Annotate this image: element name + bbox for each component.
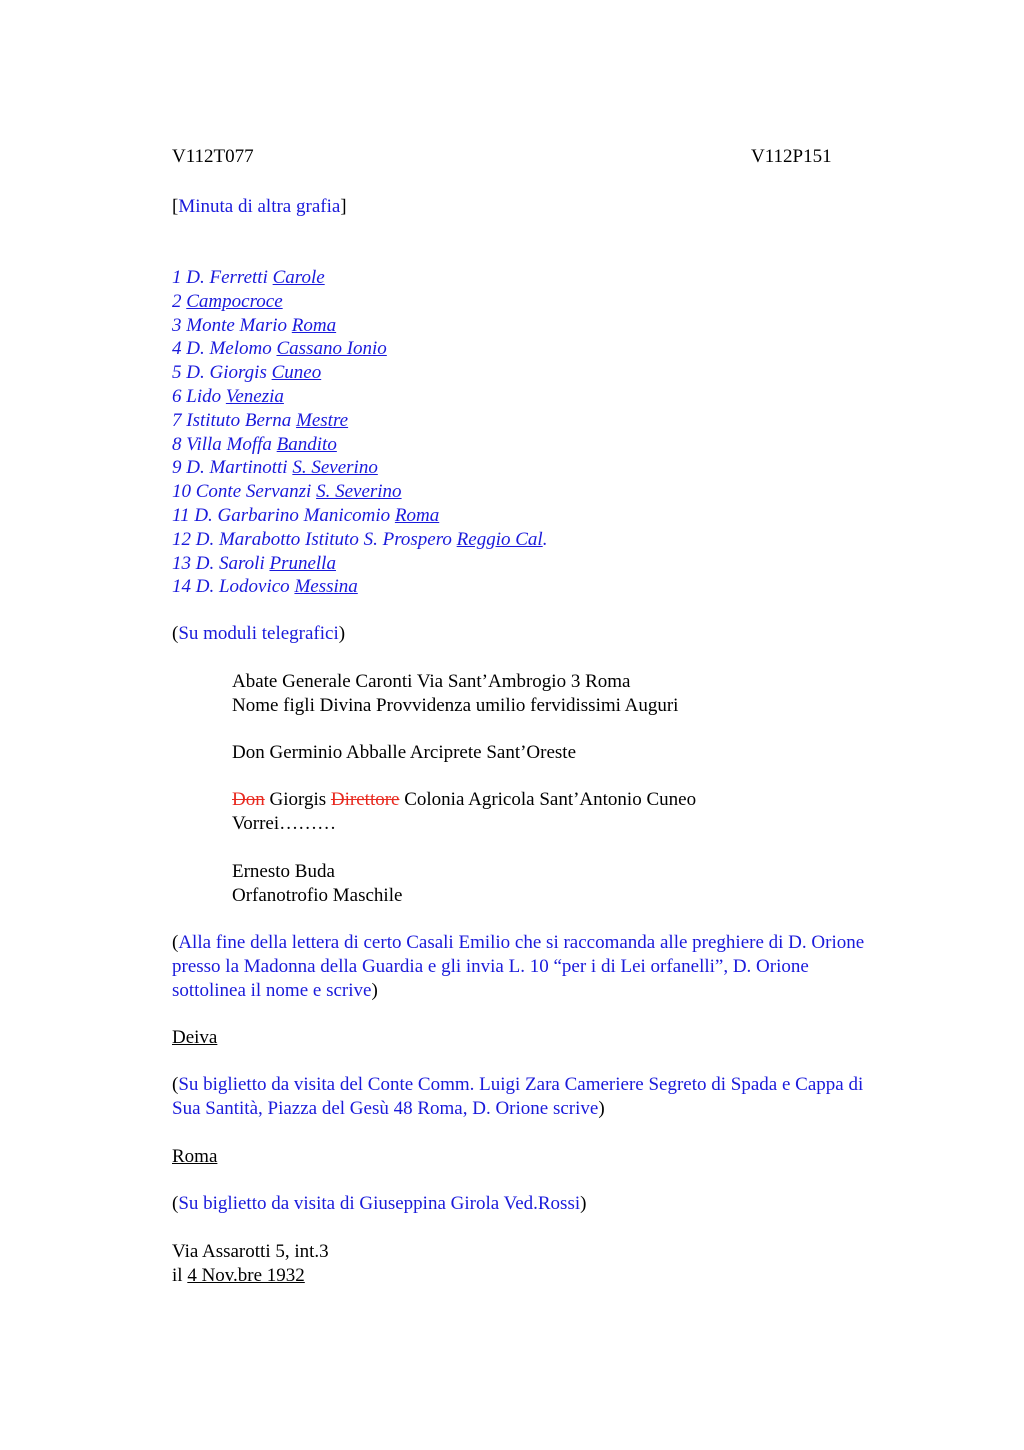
editorial-note-minuta <box>172 195 932 219</box>
underlined-word-deiva: Deiva <box>172 1027 218 1048</box>
telegram-buda <box>232 860 932 908</box>
underlined-word-roma: Roma <box>172 1146 218 1167</box>
editorial-note-text: Su biglietto da visita del Conte Comm. Luigi Zara Cameriere Segreto di Spada e Cappa di <box>178 1074 864 1095</box>
document-code-right: V112P151 <box>751 146 832 167</box>
document-code-left: V112T077 <box>172 146 254 167</box>
struck-word: Don <box>232 789 265 810</box>
telegram-abballe <box>232 741 932 765</box>
telegram-caronti <box>232 670 932 718</box>
editorial-note-text: Alla fine della lettera di certo Casali Emilio che si raccomanda alle preghiere di D. Orione <box>178 932 865 953</box>
telegram-address: Orfanotrofio Maschile <box>232 884 403 906</box>
bracket-open: [ <box>172 196 179 217</box>
telegram-address: Ernesto Buda <box>232 861 335 882</box>
telegram-address: Don Germinio Abballe Arciprete Sant’Oreste <box>232 742 577 763</box>
address-list-item: 14 D. Lodovico Messina <box>172 576 358 598</box>
telegram-giorgis <box>232 788 932 836</box>
address-list-item: 7 Istituto Berna Mestre <box>172 409 349 431</box>
editorial-note-text: Su moduli telegrafici <box>178 623 339 644</box>
address-list-item: 3 Monte Mario Roma <box>172 314 337 336</box>
address-list-item: 4 D. Melomo Cassano Ionio <box>172 338 387 360</box>
editorial-note-text: Minuta di altra grafia <box>178 196 341 217</box>
address-list-item: 8 Villa Moffa Bandito <box>172 433 337 455</box>
telegram-message: Vorrei……… <box>232 812 337 834</box>
editorial-note-casali: (Alla fine della lettera di certo Casali Emilio che si raccomanda alle preghiere di D. Orione presso la Madonna della Guardia e gli invia L. 10 “per i di Lei orfanelli”, D. Orione sottolinea il nome e scrive) <box>172 932 865 1001</box>
editorial-note-telegrafici: (Su moduli telegrafici) <box>172 623 346 644</box>
telegram-address: Don Giorgis Direttore Colonia Agricola Sant’Antonio Cuneo <box>232 789 697 810</box>
editorial-note-text: sottolinea il nome e scrive <box>172 979 372 1001</box>
editorial-note-text: Sua Santità, Piazza del Gesù 48 Roma, D. Orione scrive <box>172 1097 599 1119</box>
address-list-item: 5 D. Giorgis Cuneo <box>172 362 322 384</box>
editorial-note-zara: (Su biglietto da visita del Conte Comm. Luigi Zara Cameriere Segreto di Spada e Cappa di Sua Santità, Piazza del Gesù 48 Roma, D. Orione scrive) <box>172 1074 864 1119</box>
address-list-item: 9 D. Martinotti S. Severino <box>172 457 378 479</box>
address-list-item: 2 Campocroce <box>172 290 283 312</box>
telegram-address: Abate Generale Caronti Via Sant’Ambrogio 3 Roma <box>232 671 631 692</box>
address-list-item: 1 D. Ferretti Carole <box>172 267 325 288</box>
bracket-close: ] <box>340 196 347 217</box>
editorial-note-text: presso la Madonna della Guardia e gli invia L. 10 “per i di Lei orfanelli”, D. Orione <box>172 955 809 977</box>
address-list-item: 13 D. Saroli Prunella <box>172 552 336 574</box>
closing-address: Via Assarotti 5, int.3 <box>172 1241 329 1262</box>
address-list <box>172 266 932 599</box>
address-list-item: 11 D. Garbarino Manicomio Roma <box>172 504 440 526</box>
telegram-message: Nome figli Divina Provvidenza umilio fervidissimi Auguri <box>232 694 679 716</box>
editorial-note-girola: (Su biglietto da visita di Giuseppina Girola Ved.Rossi) <box>172 1193 587 1214</box>
closing-address-date <box>172 1240 932 1288</box>
address-list-item: 12 D. Marabotto Istituto S. Prospero Reggio Cal. <box>172 528 548 550</box>
address-list-item: 10 Conte Servanzi S. Severino <box>172 481 402 503</box>
address-list-item: 6 Lido Venezia <box>172 385 284 407</box>
editorial-note-text: Su biglietto da visita di Giuseppina Girola Ved.Rossi <box>178 1193 581 1214</box>
struck-word: Direttore <box>330 789 400 810</box>
closing-date: il 4 Nov.bre 1932 <box>172 1264 305 1286</box>
